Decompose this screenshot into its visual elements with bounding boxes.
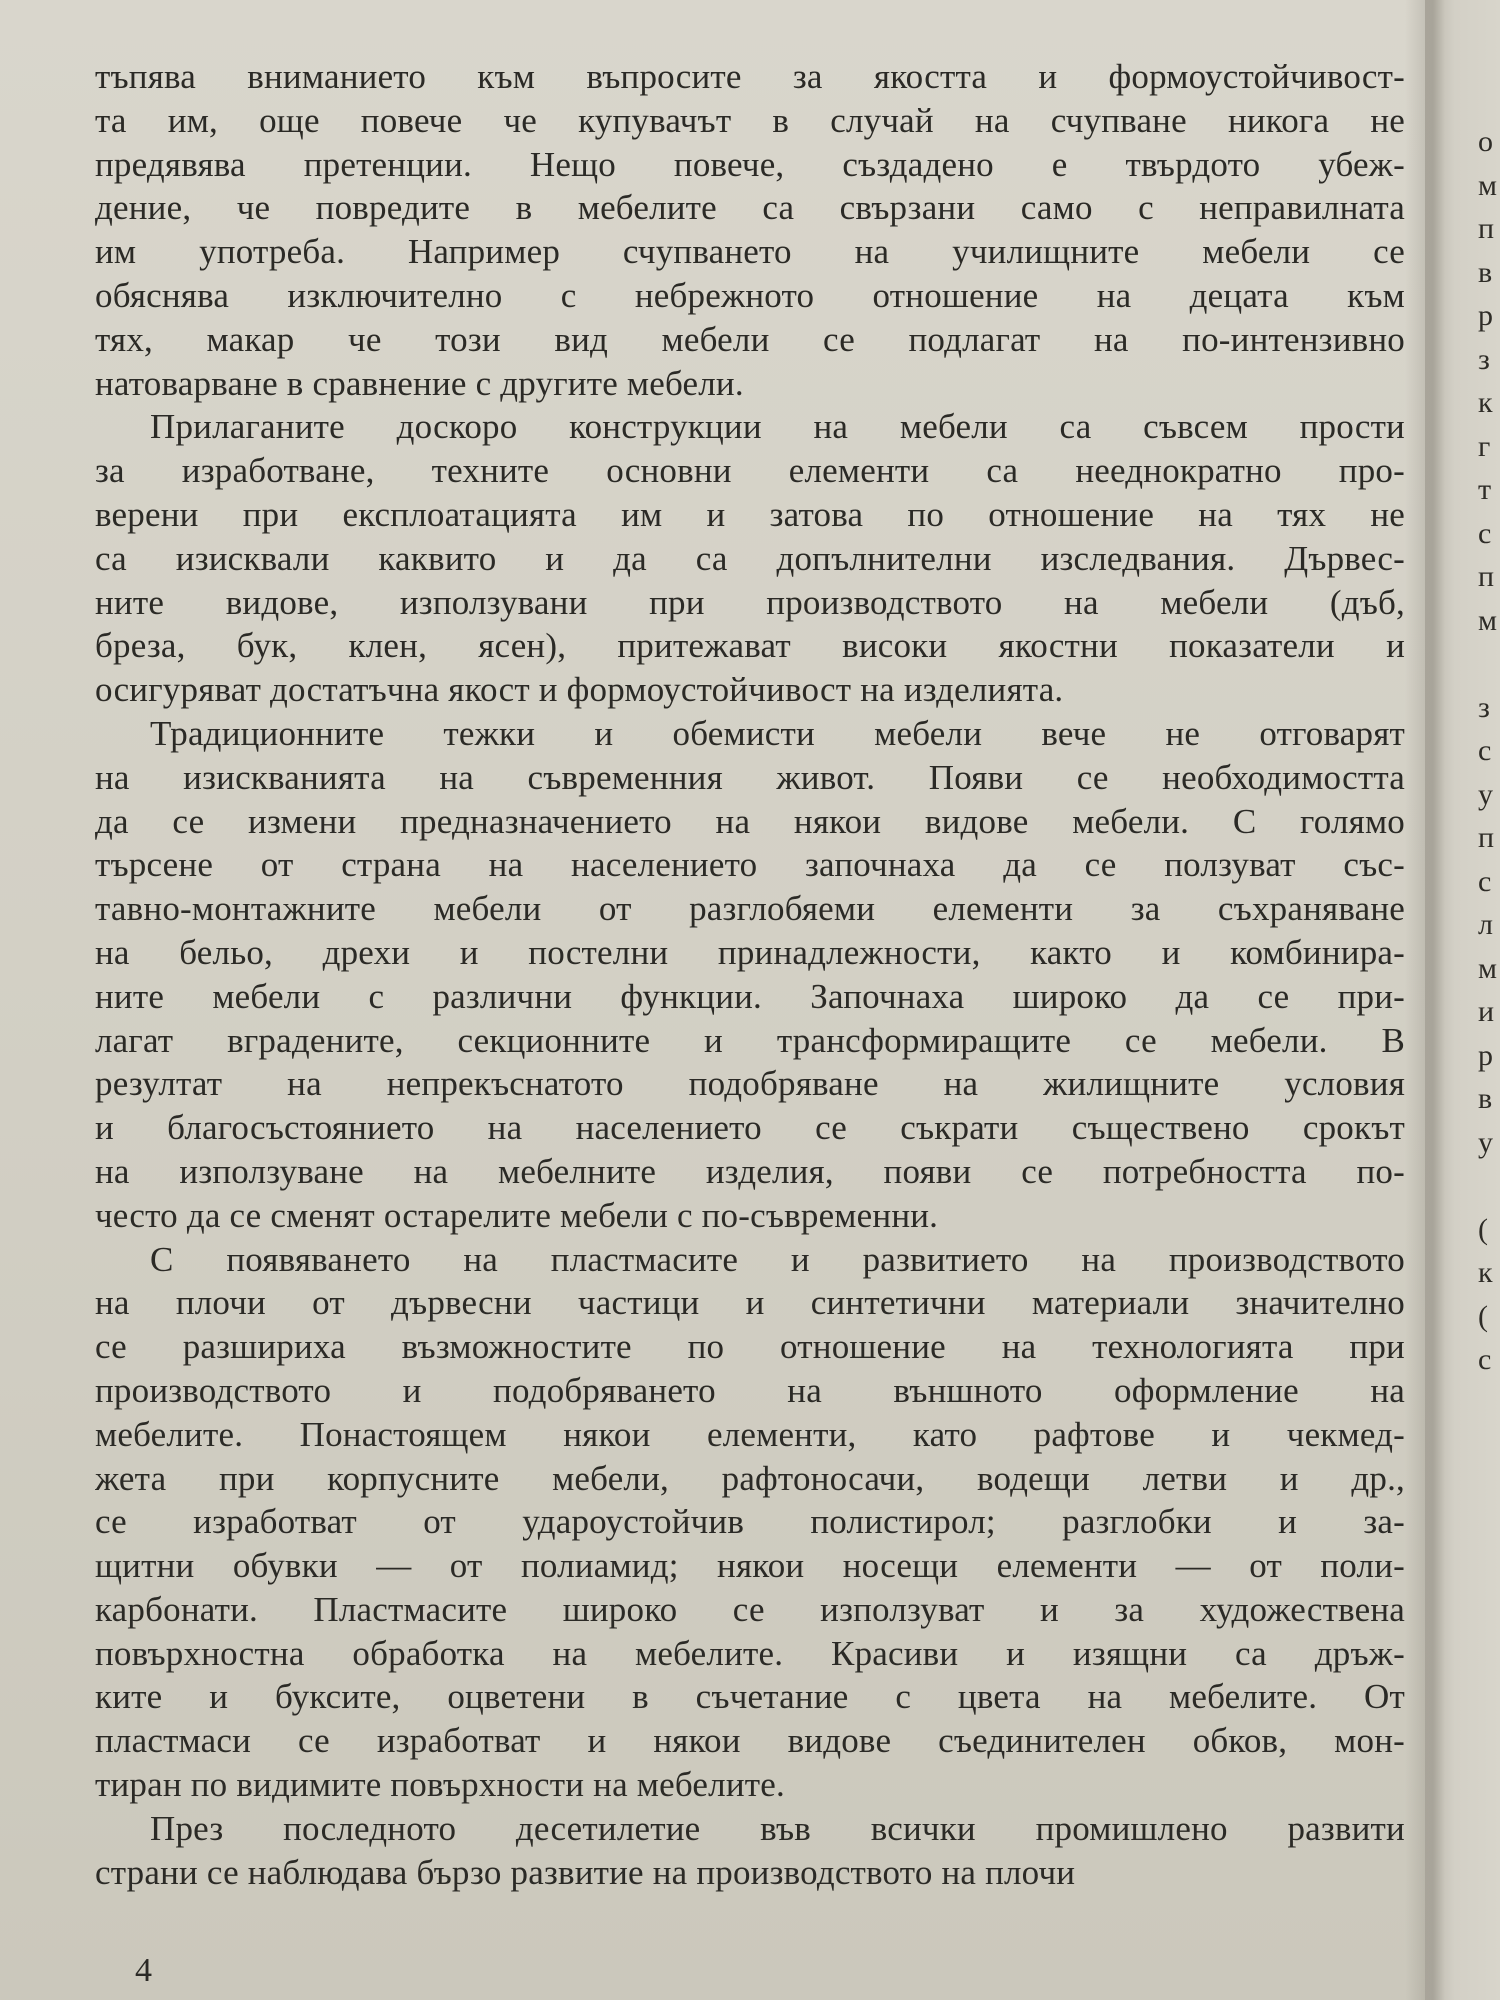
text-line: страни се наблюдава бързо развитие на производството на плочи bbox=[95, 1852, 1076, 1892]
edge-letter bbox=[1478, 1382, 1500, 1426]
text-line: предявява претенции. Нещо повече, създадено е твърдото убеж- bbox=[95, 144, 1405, 184]
text-line: жета при корпусните мебели, рафтоносачи, водещи летви и др., bbox=[95, 1458, 1405, 1498]
edge-letter: м bbox=[1478, 168, 1497, 202]
text-line: щитни обувки — от полиамид; някои носещи елементи — от поли- bbox=[95, 1546, 1405, 1586]
text-line: на използуване на мебелните изделия, появи се потребността по- bbox=[95, 1151, 1405, 1191]
edge-letter: р bbox=[1478, 299, 1493, 332]
text-line: на изискванията на съвременния живот. Появи се необходимостта bbox=[95, 757, 1405, 797]
text-line: на бельо, дрехи и постелни принадлежности, както и комбинира- bbox=[95, 932, 1405, 972]
edge-letter: м bbox=[1478, 603, 1497, 637]
edge-letter bbox=[1478, 1469, 1500, 1513]
edge-letter: с bbox=[1478, 734, 1492, 767]
edge-letter: ( bbox=[1478, 1212, 1488, 1246]
text-line: ните видове, използувани при производството на мебели (дъб, bbox=[95, 582, 1405, 622]
edge-letter: о bbox=[1478, 125, 1493, 158]
edge-letter: у bbox=[1478, 777, 1493, 811]
text-line: мебелите. Понастоящем някои елементи, като рафтове и чекмед- bbox=[95, 1414, 1405, 1454]
text-line: През последното десетилетие във всички промишлено развити bbox=[150, 1808, 1405, 1848]
paragraph bbox=[95, 1238, 1405, 1807]
edge-letter: в bbox=[1478, 255, 1493, 289]
text-line: бреза, бук, клен, ясен), притежават високи якостни показатели и bbox=[95, 626, 1405, 666]
paragraph bbox=[95, 405, 1405, 712]
text-line: лагат вградените, секционните и трансформиращите се мебели. В bbox=[95, 1020, 1405, 1060]
edge-letter: в bbox=[1478, 1082, 1493, 1115]
text-line: осигуряват достатъчна якост и формоустойчивост на изделията. bbox=[95, 670, 1064, 710]
text-line: дение, че повредите в мебелите са свързани само с неправилната bbox=[95, 188, 1405, 228]
text-line: повърхностна обработка на мебелите. Красиви и изящни са дръж- bbox=[95, 1633, 1405, 1673]
text-line: тъпява вниманието към въпросите за якостта и формоустойчивост- bbox=[95, 57, 1405, 96]
text-line: им употреба. Например счупването на училищните мебели се bbox=[95, 232, 1405, 272]
edge-letter: с bbox=[1478, 1343, 1492, 1376]
edge-letter: р bbox=[1478, 1038, 1493, 1072]
edge-letter: п bbox=[1478, 212, 1495, 245]
text-line: тавно-монтажните мебели от разглобяеми елементи за съхраняване bbox=[95, 889, 1405, 929]
edge-letter: ( bbox=[1478, 1299, 1488, 1333]
edge-letter: к bbox=[1478, 1256, 1493, 1289]
text-line: С появяването на пластмасите и развитието на производството bbox=[150, 1239, 1405, 1279]
text-line: карбонати. Пластмасите широко се използуват и за художествена bbox=[95, 1589, 1405, 1629]
text-line: пластмаси се изработват и някои видове съединителен обков, мон- bbox=[95, 1721, 1405, 1761]
edge-letter: з bbox=[1478, 342, 1490, 376]
paragraph bbox=[95, 712, 1405, 1238]
edge-letter bbox=[1478, 1164, 1500, 1208]
edge-letter: г bbox=[1478, 429, 1491, 463]
edge-letter: з bbox=[1478, 690, 1490, 724]
text-line: тях, макар че този вид мебели се подлагат на по-интензивно bbox=[95, 319, 1405, 359]
text-line: са изисквали каквито и да са допълнителни изследвания. Дървес- bbox=[95, 538, 1405, 578]
text-line: ните мебели с различни функции. Започнаха широко да се при- bbox=[95, 976, 1405, 1016]
text-line: да се измени предназначението на някои видове мебели. С голямо bbox=[95, 801, 1405, 841]
page-number: 4 bbox=[135, 1952, 152, 1989]
edge-letter: л bbox=[1478, 908, 1493, 941]
text-line: тиран по видимите повърхности на мебелите. bbox=[95, 1765, 785, 1805]
edge-letter: у bbox=[1478, 1125, 1493, 1159]
text-line: се изработват от удароустойчив полистирол; разглобки и за- bbox=[95, 1502, 1405, 1542]
text-line: ките и буксите, оцветени в съчетание с цвета на мебелите. От bbox=[95, 1677, 1405, 1717]
text-line: за изработване, техните основни елементи са нееднократно про- bbox=[95, 451, 1405, 491]
edge-letter: п bbox=[1478, 560, 1495, 593]
text-line: Прилаганите доскоро конструкции на мебели са съвсем прости bbox=[150, 407, 1405, 447]
paragraph bbox=[95, 1807, 1405, 1895]
edge-letter bbox=[1478, 1556, 1500, 1600]
facing-page-letters bbox=[1478, 120, 1500, 1904]
text-line: Традиционните тежки и обемисти мебели вече не отговарят bbox=[150, 713, 1405, 753]
edge-letter bbox=[1478, 1773, 1500, 1817]
edge-letter bbox=[1478, 1425, 1500, 1469]
text-line: производството и подобряването на външното оформление на bbox=[95, 1370, 1405, 1410]
edge-letter: с bbox=[1478, 516, 1492, 550]
edge-letter: м bbox=[1478, 951, 1497, 985]
text-line: на плочи от дървесни частици и синтетични материали значително bbox=[95, 1283, 1405, 1323]
edge-letter: к bbox=[1478, 386, 1493, 419]
edge-letter: с bbox=[1478, 864, 1492, 898]
edge-letter bbox=[1478, 1686, 1500, 1730]
binding-shadow bbox=[1405, 0, 1445, 2000]
edge-letter bbox=[1478, 1599, 1500, 1643]
edge-letter: п bbox=[1478, 821, 1495, 854]
text-line: резултат на непрекъснатото подобряване на жилищните условия bbox=[95, 1064, 1405, 1104]
text-line: натоварване в сравнение с другите мебели. bbox=[95, 363, 744, 403]
text-line: та им, още повече че купувачът в случай на счупване никога не bbox=[95, 100, 1405, 140]
body-text bbox=[95, 55, 1405, 1894]
text-line: често да се сменят остарелите мебели с по-съвременни. bbox=[95, 1195, 939, 1235]
text-line: търсене от страна на населението започнаха да се ползуват със- bbox=[95, 845, 1405, 885]
text-line: обяснява изключително с небрежното отношение на децата към bbox=[95, 275, 1405, 315]
edge-letter bbox=[1478, 1643, 1500, 1687]
edge-letter bbox=[1478, 1860, 1500, 1904]
edge-letter bbox=[1478, 1817, 1500, 1861]
text-line: се разшириха възможностите по отношение на технологията при bbox=[95, 1327, 1405, 1367]
edge-letter bbox=[1478, 642, 1500, 686]
edge-letter: и bbox=[1478, 995, 1495, 1028]
paragraph bbox=[95, 55, 1405, 405]
edge-letter bbox=[1478, 1730, 1500, 1774]
edge-letter bbox=[1478, 1512, 1500, 1556]
edge-letter: т bbox=[1478, 473, 1492, 506]
text-line: и благосъстоянието на населението се съкрати съществено срокът bbox=[95, 1108, 1405, 1148]
text-line: верени при експлоатацията им и затова по отношение на тях не bbox=[95, 494, 1405, 534]
